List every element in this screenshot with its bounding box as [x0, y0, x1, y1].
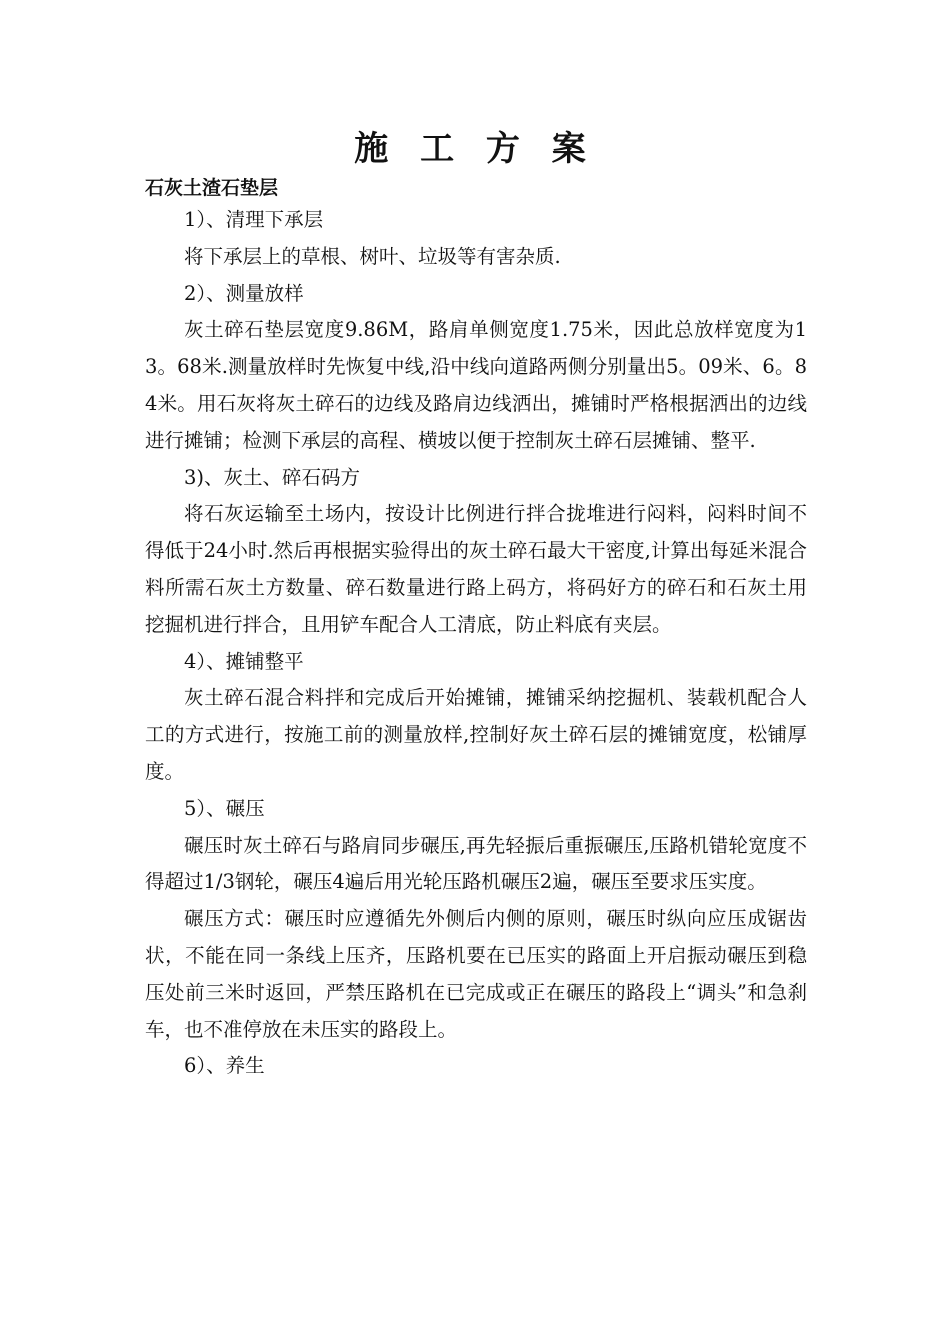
- step-heading-1: 1）、清理下承层: [184, 208, 324, 231]
- paragraph-5: 碾压时灰土碎石与路肩同步碾压,再先轻振后重振碾压,压路机错轮宽度不得超过1/3钢轮，碾压4遍后用光轮压路机碾压2遍，碾压至要求压实度。: [145, 833, 807, 894]
- document-title: 施 工 方 案: [354, 129, 596, 169]
- section-heading: 石灰土渣石垫层: [145, 177, 279, 199]
- step-heading-6: 6）、养生: [184, 1054, 265, 1078]
- paragraph-1: 将下承层上的草根、树叶、垃圾等有害杂质.: [184, 244, 561, 268]
- paragraph-3: 将石灰运输至土场内，按设计比例进行拌合拢堆进行闷料，闷料时间不得低于24小时.然后再根据实验得出的灰土碎石最大干密度,计算出每延米混合料所需石灰土方数量、碎石数量进行路上码方，将码好方的碎石和石灰土用挖掘机进行拌合，且用铲车配合人工清底，防止料底有夹层。: [145, 502, 807, 636]
- paragraph-2: 灰土碎石垫层宽度9.86M，路肩单侧宽度1.75米，因此总放样宽度为13。68米.测量放样时先恢复中线,沿中线向道路两侧分别量出5。09米、6。84米。用石灰将灰土碎石的边线及路肩边线洒出，摊铺时严格根据洒出的边线进行摊铺；检测下承层的高程、横坡以便于控制灰土碎石层摊铺、整平.: [145, 318, 807, 452]
- document-body: [145, 202, 807, 1085]
- paragraph-6: 碾压方式：碾压时应遵循先外侧后内侧的原则，碾压时纵向应压成锯齿状，不能在同一条线上压齐，压路机要在已压实的路面上开启振动碾压到稳压处前三米时返回，严禁压路机在已完成或正在碾压的路段上“调头”和急刹车，也不准停放在未压实的路段上。: [145, 907, 807, 1041]
- paragraph-4: 灰土碎石混合料拌和完成后开始摊铺，摊铺采纳挖掘机、装载机配合人工的方式进行，按施工前的测量放样,控制好灰土碎石层的摊铺宽度，松铺厚度。: [145, 686, 807, 783]
- step-heading-4: 4）、摊铺整平: [184, 649, 304, 673]
- step-heading-5: 5）、碾压: [184, 796, 265, 820]
- step-heading-2: 2）、测量放样: [184, 281, 304, 305]
- step-heading-3: 3)、灰土、碎石码方: [184, 465, 361, 489]
